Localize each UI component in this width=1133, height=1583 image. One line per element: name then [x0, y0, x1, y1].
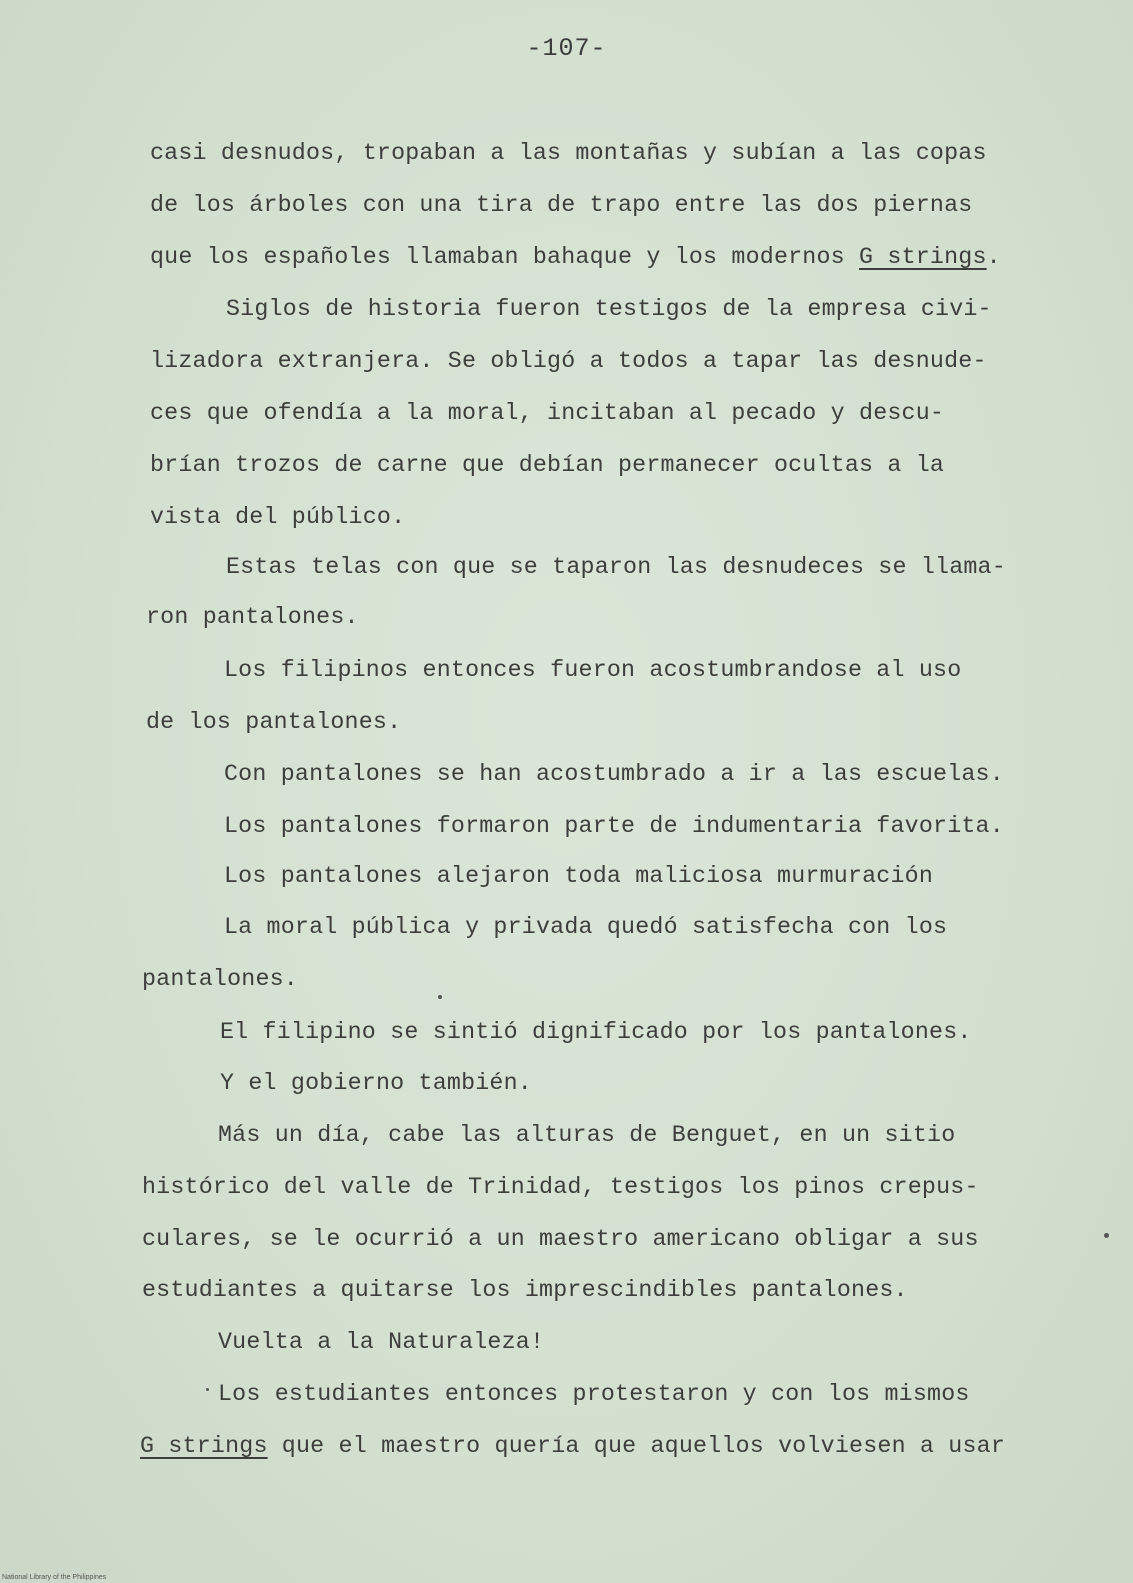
text-line: Vuelta a la Naturaleza! [218, 1329, 545, 1355]
text-line: Los pantalones formaron parte de indumentaria favorita. [224, 813, 1004, 839]
text-line: Y el gobierno también. [220, 1070, 532, 1096]
text-line: vista del público. [150, 504, 406, 530]
text-line: Con pantalones se han acostumbrado a ir a las escuelas. [224, 761, 1004, 787]
text-line: Siglos de historia fueron testigos de la empresa civi- [226, 296, 992, 322]
text-line: de los árboles con una tira de trapo entre las dos piernas [150, 192, 973, 218]
scan-credit-footer: National Library of the Philippines [2, 1574, 107, 1581]
text-line [150, 242, 1001, 272]
paper-speck [1104, 1233, 1109, 1238]
text-line: casi desnudos, tropaban a las montañas y subían a las copas [150, 140, 987, 166]
text-line: lizadora extranjera. Se obligó a todos a tapar las desnude- [150, 348, 987, 374]
text-line: ron pantalones. [146, 604, 359, 630]
text-segment: que el maestro quería que aquellos volviesen a usar [267, 1433, 1006, 1459]
underlined-term: G strings [140, 1433, 268, 1459]
text-line: brían trozos de carne que debían permanecer ocultas a la [150, 452, 945, 478]
underlined-term: G strings [859, 244, 987, 270]
text-segment: . [986, 244, 1001, 270]
text-line: La moral pública y privada quedó satisfecha con los [224, 914, 948, 940]
paper-speck [438, 995, 442, 999]
text-line: Los filipinos entonces fueron acostumbrandose al uso [224, 657, 962, 683]
text-line: ces que ofendía a la moral, incitaban al pecado y descu- [150, 400, 945, 426]
text-line: Más un día, cabe las alturas de Benguet, en un sitio [218, 1122, 956, 1148]
page-number: -107- [526, 34, 607, 63]
paper-speck [206, 1388, 209, 1391]
text-line: histórico del valle de Trinidad, testigos los pinos crepus- [142, 1174, 979, 1200]
text-line: estudiantes a quitarse los imprescindibles pantalones. [142, 1277, 908, 1303]
text-line: de los pantalones. [146, 709, 402, 735]
text-segment: que los españoles llamaban bahaque y los modernos [150, 244, 860, 270]
text-line: Los pantalones alejaron toda maliciosa murmuración [224, 863, 934, 889]
text-line [140, 1431, 1005, 1461]
text-line: pantalones. [142, 966, 298, 992]
text-line: El filipino se sintió dignificado por los pantalones. [220, 1019, 972, 1045]
text-line: Los estudiantes entonces protestaron y con los mismos [218, 1381, 970, 1407]
text-line: culares, se le ocurrió a un maestro americano obligar a sus [142, 1226, 979, 1252]
text-line: Estas telas con que se taparon las desnudeces se llama- [226, 554, 1006, 580]
